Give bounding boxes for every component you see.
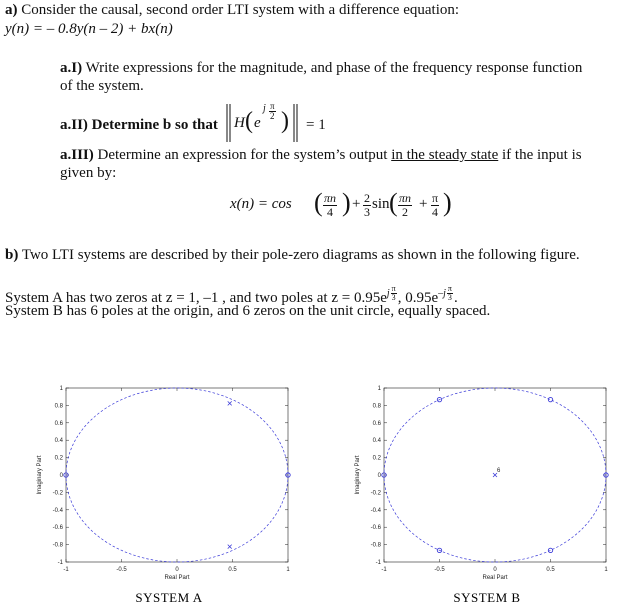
y-tick-label: -0.8 [52, 542, 63, 549]
plot-frame [66, 388, 288, 562]
question-a1-text: Write expressions for the magnitude, and phase of the frequency response function [85, 60, 583, 76]
coef-den: 3 [364, 205, 370, 219]
system-b-description: System B has 6 poles at the origin, and 6 zeros on the unit circle, equally spaced. [5, 303, 491, 319]
system-a-sep: , 0.95e [397, 289, 439, 306]
y-tick-label: 0.6 [54, 420, 63, 427]
y-tick-label: -0.2 [52, 490, 63, 497]
y-axis-label: Imaginary Part [37, 455, 43, 495]
question-a1 [60, 60, 582, 77]
question-a1-line2: of the system. [60, 78, 144, 94]
y-tick-label: 0.4 [372, 438, 381, 445]
question-a3-text-b: if the input is [502, 147, 582, 163]
pole-zero-plot-b [318, 378, 618, 609]
x-tick-label: 0.5 [546, 567, 555, 573]
y-axis-label: Imaginary Part [355, 455, 361, 495]
x-tick-label: 1 [604, 567, 608, 573]
question-a1-label: a.I) [60, 60, 83, 76]
question-a3-label: a.III) [60, 147, 94, 163]
question-a3 [60, 147, 582, 164]
y-tick-label: -1 [57, 560, 63, 566]
question-a2-text: Determine b so that [91, 117, 218, 133]
e-symbol: e [254, 115, 261, 131]
zero-marker [548, 548, 552, 552]
question-a3-underlined: in the steady state [391, 147, 499, 163]
x-tick-label: 0.5 [228, 567, 237, 573]
paren-close-1: ) [342, 188, 351, 217]
sin-word: sin [372, 196, 390, 212]
x-tick-label: -0.5 [116, 567, 127, 573]
x-axis-label: Real Part [164, 575, 190, 581]
unit-circle [66, 388, 288, 562]
pole-zero-plot-a [0, 378, 300, 609]
coef-num: 2 [364, 191, 370, 205]
question-a2-label: a.II) [60, 117, 88, 133]
system-title: SYSTEM B [453, 590, 521, 605]
y-tick-label: 0 [59, 473, 63, 479]
part-a-intro: a) Consider the causal, second order LTI system with a difference equation: [5, 2, 460, 18]
y-tick-label: 0.2 [372, 455, 381, 462]
question-a3-line2: given by: [60, 165, 117, 181]
pole-marker [228, 401, 232, 405]
input-signal [230, 188, 470, 224]
y-tick-label: 0.6 [372, 420, 381, 427]
paren-open-1: ( [314, 188, 323, 217]
frac-pi4: $\frac{\pi}{4}$ [432, 191, 439, 219]
y-tick-label: 0.2 [54, 455, 63, 462]
plus-2: + [419, 196, 428, 212]
question-a2 [60, 117, 218, 134]
y-tick-label: -0.2 [370, 490, 381, 497]
paren-close: ) [281, 108, 289, 134]
paren-close-2: ) [443, 188, 452, 217]
y-tick-label: -0.4 [52, 507, 63, 514]
difference-equation: y(n) = – 0.8y(n – 2) + bx(n) [5, 21, 173, 37]
y-tick-label: 0.4 [54, 438, 63, 445]
y-tick-label: -0.6 [370, 525, 381, 532]
pole-marker [228, 545, 232, 549]
y-tick-label: 0 [377, 473, 381, 479]
system-title: SYSTEM A [135, 590, 203, 605]
zero-marker [548, 397, 552, 401]
x-tick-label: -1 [63, 567, 69, 573]
h-symbol: H [234, 115, 245, 131]
x-tick-label: 1 [286, 567, 290, 573]
system-a-end: . [453, 289, 458, 306]
y-tick-label: 0.8 [54, 403, 63, 410]
y-tick-label: -0.4 [370, 507, 381, 514]
y-tick-label: 0.8 [372, 403, 381, 410]
rhs-equals-one: = 1 [306, 117, 326, 133]
x-tick-label: 0 [493, 567, 497, 573]
x-tick-label: -0.5 [434, 567, 445, 573]
frac-pin4: $\frac{\pi n}{4}$ [324, 191, 337, 219]
x-tick-label: -1 [381, 567, 387, 573]
paren-open: ( [245, 108, 253, 134]
y-tick-label: 1 [377, 386, 381, 392]
pole-multiplicity-label: 6 [497, 468, 501, 474]
input-lhs: x(n) = cos [230, 196, 292, 212]
y-tick-label: -1 [375, 560, 381, 566]
exp-j: j [263, 103, 266, 114]
frac-2-3 [362, 192, 372, 219]
x-axis-label: Real Part [482, 575, 508, 581]
y-tick-label: -0.8 [370, 542, 381, 549]
frac-pin2: $\frac{\pi n}{2}$ [399, 191, 412, 219]
y-tick-label: 1 [59, 386, 63, 392]
exp-frac: $\frac{\pi}{2}$ [270, 101, 275, 121]
system-a-description: System A has two zeros at z = 1, –1 , and two poles at $z = 0.95e^{j \frac{\pi}{3}}$ , $0.95e^{-j \frac{\pi}{3}}$ . [5, 284, 458, 306]
plus-1: + [352, 196, 361, 212]
y-tick-label: -0.6 [52, 525, 63, 532]
paren-open-2: ( [389, 188, 398, 217]
x-tick-label: 0 [175, 567, 179, 573]
system-a-text: System A has two zeros at z = 1, –1 , and two poles at z = 0.95e [5, 289, 387, 306]
question-a3-text: Determine an expression for the system’s output [97, 147, 388, 163]
part-b-intro: b) Two LTI systems are described by their pole-zero diagrams as shown in the following figure. [5, 247, 580, 263]
